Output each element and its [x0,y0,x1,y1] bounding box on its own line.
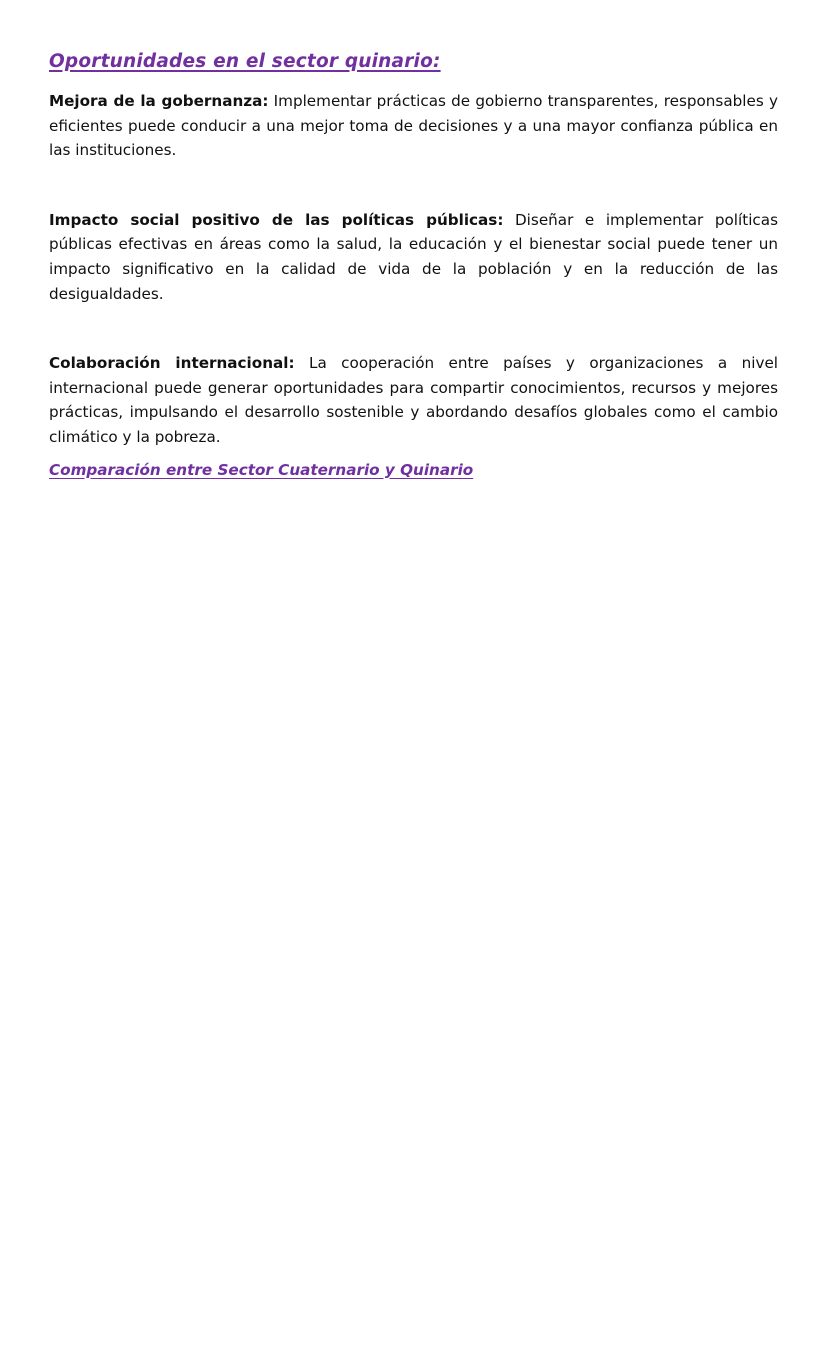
document-page [49,48,778,482]
paragraph-lead: Impacto social positivo de las políticas públicas: [49,210,504,229]
section-heading: Oportunidades en el sector quinario: [49,51,441,72]
paragraph-lead: Mejora de la gobernanza: [49,92,269,110]
paragraph-social-impact [49,208,778,306]
paragraph-spacer [49,306,778,351]
paragraph-international [49,351,778,449]
paragraph-spacer [49,163,778,208]
paragraph-governance [49,89,778,163]
paragraph-body: Implementar prácticas de gobierno transparentes, responsables y eficientes puede conducir a una mejor toma de decisiones y a una mayor confianza pública en las instituciones. [49,92,778,160]
paragraph-body: Diseñar e implementar políticas públicas efectivas en áreas como la salud, la educación y el bienestar social puede tener un impacto significativo en la calidad de vida de la población y en la reducción de las desigualdades. [49,210,778,303]
paragraph-body: La cooperación entre países y organizaciones a nivel internacional puede generar oportunidades para compartir conocimientos, recursos y mejores prácticas, impulsando el desarrollo sostenible y abordando desafíos globales como el cambio climático y la pobreza. [49,354,779,446]
comparison-link[interactable]: Comparación entre Sector Cuaternario y Quinario [49,460,474,479]
paragraph-lead: Colaboración internacional: [49,354,295,373]
